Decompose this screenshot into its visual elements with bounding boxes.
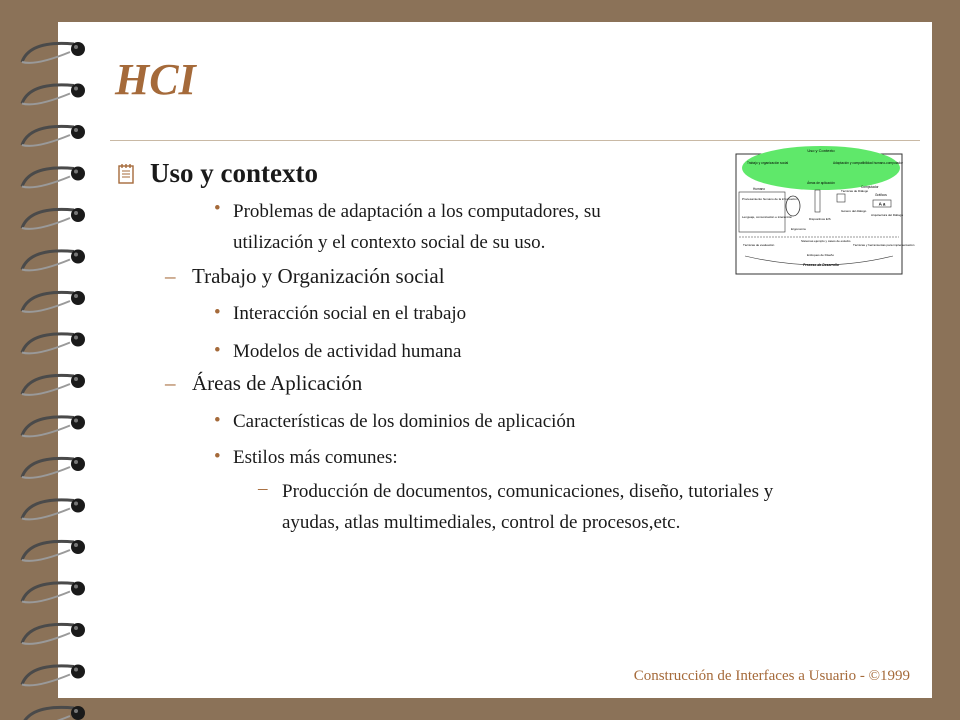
window-icon <box>837 194 845 202</box>
humano-label: Humano <box>753 187 766 191</box>
oval-bottom-text: Áreas de aplicación <box>807 181 835 185</box>
intro-bullet-line-2: utilización y el contexto social de su uso. <box>233 232 546 253</box>
proceso-text: Proceso de Desarrollo <box>803 263 839 267</box>
herramientas-text: Técnicas y herramientas para implementación <box>853 243 915 247</box>
oval-right-text: Adaptación y compatibilidad humano-computador <box>833 161 903 165</box>
bullet-modelos: Modelos de actividad humana <box>233 341 462 362</box>
oval-left-text: Trabajo y organización social <box>747 161 789 165</box>
sub-bullet-line-1: Producción de documentos, comunicaciones, diseño, tutoriales y <box>282 481 774 502</box>
sub-bullet-line-2: ayudas, atlas multimediales, control de procesos,etc. <box>282 512 681 533</box>
bullet-caracteristicas: Características de los dominios de aplicación <box>233 411 576 432</box>
oval-title: Uso y Contexto <box>807 148 835 153</box>
notepad-bullet-icon <box>114 162 138 186</box>
bullet-dot: • <box>214 446 221 467</box>
arquitectura-text: Arquitectura del Diálogo <box>871 213 904 217</box>
dash-mark: – <box>258 478 268 499</box>
dispositivos-text: Dispositivos E/S <box>809 217 831 221</box>
enfoques-text: Enfoques de Diseño <box>807 253 835 257</box>
svg-text:A a: A a <box>878 201 886 207</box>
graficos-text: Gráficos <box>875 193 887 197</box>
slide-title: HCI <box>115 55 196 104</box>
dash-mark: – <box>165 371 176 395</box>
bullet-interaccion: Interacción social en el trabajo <box>233 303 467 324</box>
tecnicas-dialogo-text: Técnicas de Diálogo <box>841 189 869 193</box>
monitor-shape <box>815 190 820 212</box>
subsection-areas: Áreas de Aplicación <box>192 371 363 395</box>
bullet-dot: • <box>214 410 221 431</box>
hci-diagram <box>733 138 915 276</box>
bullet-estilos: Estilos más comunes: <box>233 447 398 468</box>
proc-text: Procesamiento humano de la información <box>742 197 798 201</box>
subsection-trabajo: Trabajo y Organización social <box>192 264 445 288</box>
tecnicas-eval-text: Técnicas de evaluación <box>743 243 775 247</box>
bullet-dot: • <box>214 302 221 323</box>
ergonomia-text: Ergonomía <box>791 227 806 231</box>
sistemas-text: Sistemas ejemplo y casos de estudio <box>801 239 851 243</box>
lenguaje-text: Lenguaje, comunicación e interacción <box>742 215 793 219</box>
intro-bullet-line-1: Problemas de adaptación a los computadores, su <box>233 201 601 222</box>
section-heading: Uso y contexto <box>150 158 318 188</box>
bullet-dot: • <box>214 198 221 219</box>
computador-label: Computador <box>861 185 879 189</box>
footer-credit: Construcción de Interfaces a Usuario - ©1999 <box>633 668 910 684</box>
dash-mark: – <box>165 264 176 288</box>
genero-text: Género del diálogo <box>841 209 867 213</box>
bullet-dot: • <box>214 340 221 361</box>
